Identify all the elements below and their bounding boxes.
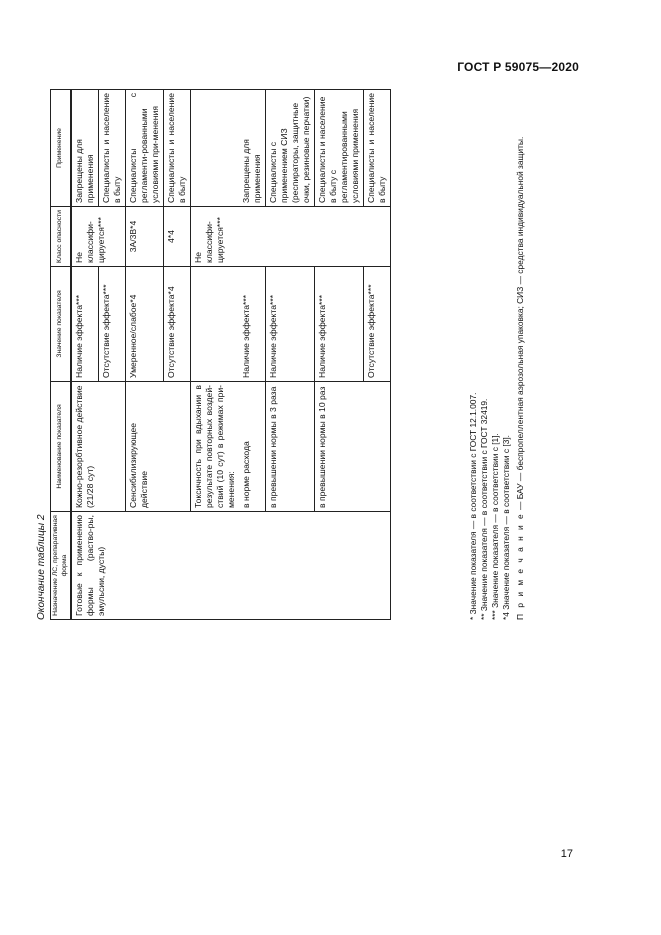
application-cell: Запрещены для применения bbox=[239, 90, 266, 207]
application-cell: Специалисты и население в быту с регламентированными условиями применения bbox=[315, 90, 364, 207]
application-cell: Специалисты и население в быту bbox=[99, 90, 126, 207]
table-caption: Окончание таблицы 2 bbox=[36, 514, 47, 620]
indicator-sensitizing: Сенсибилизирующее действие bbox=[126, 382, 191, 512]
value-cell: Отсутствие эффекта*4 bbox=[164, 267, 191, 382]
value-cell: Наличие эффекта*** bbox=[315, 267, 364, 382]
landscape-page bbox=[36, 90, 586, 620]
indicator-sub-3x: в превышении нормы в 3 раза bbox=[266, 382, 315, 512]
value-cell: Умеренное/слабое*4 bbox=[126, 267, 164, 382]
footnote: *4 Значение показателя — в соответствии с [3]. bbox=[501, 434, 512, 620]
value-cell bbox=[191, 267, 240, 382]
document-code: ГОСТ Р 59075—2020 bbox=[457, 60, 579, 74]
note-text: — БАУ — беспропеллентная аэрозольная упаковка; СИЗ — средства индивидуальной защиты. bbox=[515, 136, 526, 510]
col-header-hazard-class: Класс опасности bbox=[51, 207, 72, 267]
class-cell: Не классифи-цируется*** bbox=[71, 207, 126, 267]
col-header-purpose: Назначение ЛС, препаративная форма bbox=[51, 512, 72, 620]
footnote: ** Значение показателя — в соответствии с ГОСТ 32419. bbox=[479, 398, 490, 620]
form-cell: Готовые к применению формы (раство-ры, эмульсии, дусты) bbox=[71, 512, 391, 620]
value-cell: Наличие эффекта*** bbox=[71, 267, 99, 382]
indicator-sub-norm: в норме расхода bbox=[239, 382, 266, 512]
class-cell: 3А/3В*4 bbox=[126, 207, 164, 267]
application-cell bbox=[191, 90, 240, 207]
footnotes bbox=[468, 90, 526, 620]
table-row bbox=[71, 90, 99, 620]
application-cell: Запрещены для применения bbox=[71, 90, 99, 207]
value-cell: Отсутствие эффекта*** bbox=[364, 267, 391, 382]
rotated-content-area bbox=[36, 90, 586, 620]
value-cell: Наличие эффекта*** bbox=[239, 267, 266, 382]
table-header-row bbox=[51, 90, 72, 620]
application-cell: Специалисты с регламенти-рованными условиями при-менения bbox=[126, 90, 164, 207]
col-header-value: Значение показателя bbox=[51, 267, 72, 382]
col-header-application: Применение bbox=[51, 90, 72, 207]
application-cell: Специалисты и население в быту bbox=[164, 90, 191, 207]
note-label: П р и м е ч а н и е bbox=[515, 512, 526, 620]
indicator-dermal: Кожно-резорбтивное действие (21/28 сут) bbox=[71, 382, 126, 512]
col-header-indicator: Наименование показателя bbox=[51, 382, 72, 512]
page-number: 17 bbox=[560, 848, 573, 860]
value-cell: Отсутствие эффекта*** bbox=[99, 267, 126, 382]
application-cell: Специалисты с применением СИЗ (респираторы, защитные очки, резиновые перчатки) bbox=[266, 90, 315, 207]
class-cell: 4*4 bbox=[164, 207, 191, 267]
application-cell: Специалисты и население в быту bbox=[364, 90, 391, 207]
footnote: * Значение показателя — в соответствии с ГОСТ 12.1.007. bbox=[468, 392, 478, 620]
indicator-inhalation: Токсичность при вдыхании в результате повторных воздей-ствий (10 сут) в режимах при-менения: bbox=[191, 382, 240, 512]
table-2-continuation bbox=[50, 89, 391, 620]
table-note bbox=[515, 90, 526, 620]
class-cell: Не классифи-цируется*** bbox=[191, 207, 391, 267]
value-cell: Наличие эффекта*** bbox=[266, 267, 315, 382]
indicator-sub-10x: в превышении нормы в 10 раз bbox=[315, 382, 391, 512]
footnote: *** Значение показателя — в соответствии с [1]. bbox=[490, 433, 501, 620]
